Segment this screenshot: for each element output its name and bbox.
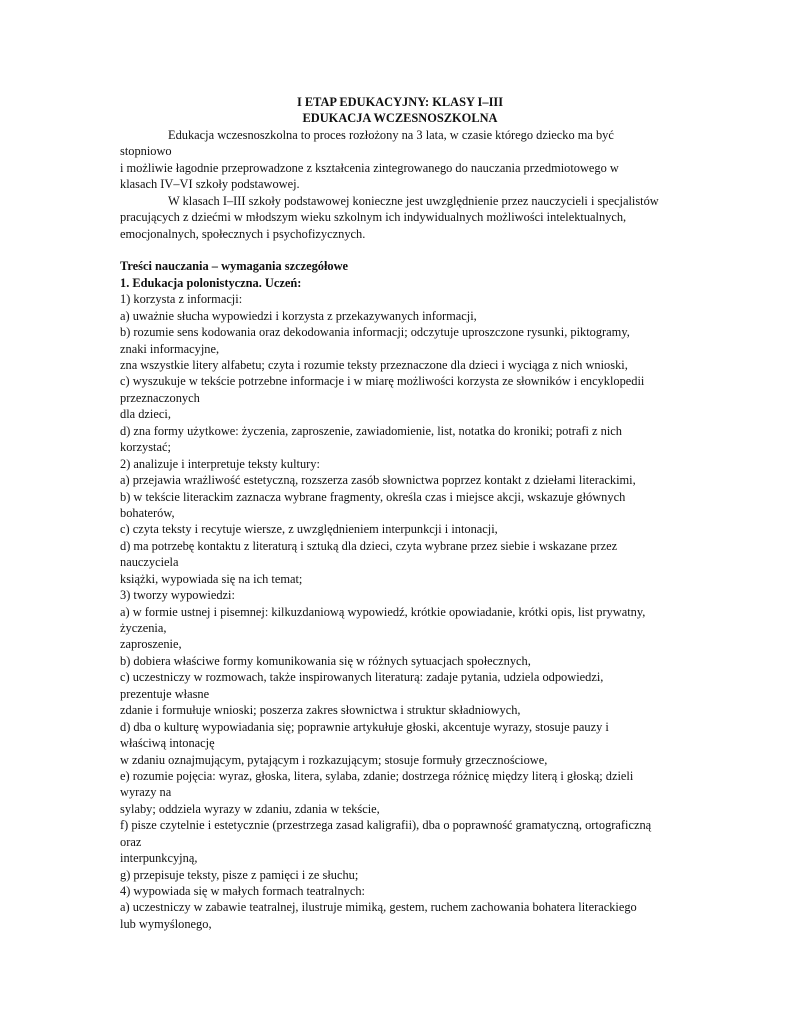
body-line: c) wyszukuje w tekście potrzebne informacje i w miarę możliwości korzysta ze słowników i encyklopedii [120,374,645,389]
intro-line: Edukacja wczesnoszkolna to proces rozłożony na 3 lata, w czasie którego dziecko ma być [168,127,614,142]
body-line: życzenia, [120,621,167,635]
body-line: c) czyta teksty i recytuje wiersze, z uwzględnieniem interpunkcji i intonacji, [120,522,498,537]
body-line: d) dba o kulturę wypowiadania się; poprawnie artykułuje głoski, akcentuje wyrazy, stosuje pauzy i [120,719,609,734]
body-line: wyrazy na [120,785,172,800]
body-line: oraz [120,834,142,849]
body-line: b) rozumie sens kodowania oraz dekodowania informacji; odczytuje uproszczone rysunki, piktogramy, [120,325,630,340]
body-line: dla dzieci, [120,407,171,422]
body-line: a) w formie ustnej i pisemnej: kilkuzdaniową wypowiedź, krótkie opowiadanie, krótki opis, list prywatny, [120,604,646,619]
body-line: sylaby; oddziela wyrazy w zdaniu, zdania w tekście, [120,801,380,816]
body-line: w zdaniu oznajmującym, pytającym i rozkazującym; stosuje formuły grzecznościowe, [120,752,548,767]
document-content [120,94,680,932]
intro-line: W klasach I–III szkoły podstawowej konieczne jest uwzględnienie przez nauczycieli i specjalistów [168,193,659,208]
title-line-1: I ETAP EDUKACYJNY: KLASY I–III [296,95,504,109]
body-line: właściwą intonację [120,736,215,751]
body-text [120,291,680,932]
body-line: prezentuje własne [120,686,210,701]
intro-line: i możliwie łagodnie przeprowadzone z kształcenia zintegrowanego do nauczania przedmiotowego w [120,160,619,175]
paragraph-gap [120,242,680,258]
body-line: 2) analizuje i interpretuje teksty kultury: [120,456,320,471]
body-line: f) pisze czytelnie i estetycznie (przestrzega zasad kaligrafii), dba o poprawność gramatyczną, ortograficzną [120,818,652,833]
body-line: książki, wypowiada się na ich temat; [120,571,303,586]
body-line: g) przepisuje teksty, pisze z pamięci i ze słuchu; [120,867,359,882]
body-line: d) ma potrzebę kontaktu z literaturą i sztuką dla dzieci, czyta wybrane przez siebie i wskazane przez [120,538,618,553]
body-line: przeznaczonych [120,390,200,405]
body-line: a) uważnie słucha wypowiedzi i korzysta z przekazywanych informacji, [120,308,477,323]
body-line: 1) korzysta z informacji: [120,292,243,307]
intro-line: klasach IV–VI szkoły podstawowej. [120,177,300,192]
section-heading: Treści nauczania – wymagania szczegółowe [120,259,349,274]
body-line: bohaterów, [120,505,175,520]
body-line: a) uczestniczy w zabawie teatralnej, ilustruje mimiką, gestem, ruchem zachowania bohatera literackiego [120,900,637,915]
body-line: c) uczestniczy w rozmowach, także inspirowanych literaturą: zadaje pytania, udziela odpowiedzi, [120,670,604,685]
body-line: e) rozumie pojęcia: wyraz, głoska, litera, sylaba, zdanie; dostrzega różnicę między literą i głoską; dzieli [120,768,634,783]
body-line: interpunkcyjną, [120,851,198,866]
body-line: zaproszenie, [120,637,182,652]
body-line: zna wszystkie litery alfabetu; czyta i rozumie teksty przeznaczone dla dzieci i wyciąga z nich wnioski, [120,358,628,372]
intro-line: stopniowo [120,144,172,159]
body-line: zdanie i formułuje wnioski; poszerza zakres słownictwa i struktur składniowych, [120,703,521,718]
subsection-heading: 1. Edukacja polonistyczna. Uczeń: [120,275,302,290]
intro-line: pracujących z dziećmi w młodszym wieku szkolnym ich indywidualnych możliwości intelektualnych, [120,210,627,225]
body-line: d) zna formy użytkowe: życzenia, zaproszenie, zawiadomienie, list, notatka do kroniki; potrafi z nich [120,423,622,438]
body-line: b) dobiera właściwe formy komunikowania się w różnych sytuacjach społecznych, [120,653,531,668]
body-line: znaki informacyjne, [120,341,220,356]
body-line: 3) tworzy wypowiedzi: [120,588,235,603]
body-line: 4) wypowiada się w małych formach teatralnych: [120,884,365,898]
body-line: lub wymyślonego, [120,916,212,931]
body-line: nauczyciela [120,555,179,570]
title-line-2: EDUKACJA WCZESNOSZKOLNA [302,111,498,126]
body-line: korzystać; [120,440,171,455]
intro-line: emocjonalnych, społecznych i psychofizycznych. [120,226,366,241]
body-line: a) przejawia wrażliwość estetyczną, rozszerza zasób słownictwa poprzez kontakt z dziełami literackimi, [120,473,636,488]
body-line: b) w tekście literackim zaznacza wybrane fragmenty, określa czas i miejsce akcji, wskazuje głównych [120,489,626,504]
